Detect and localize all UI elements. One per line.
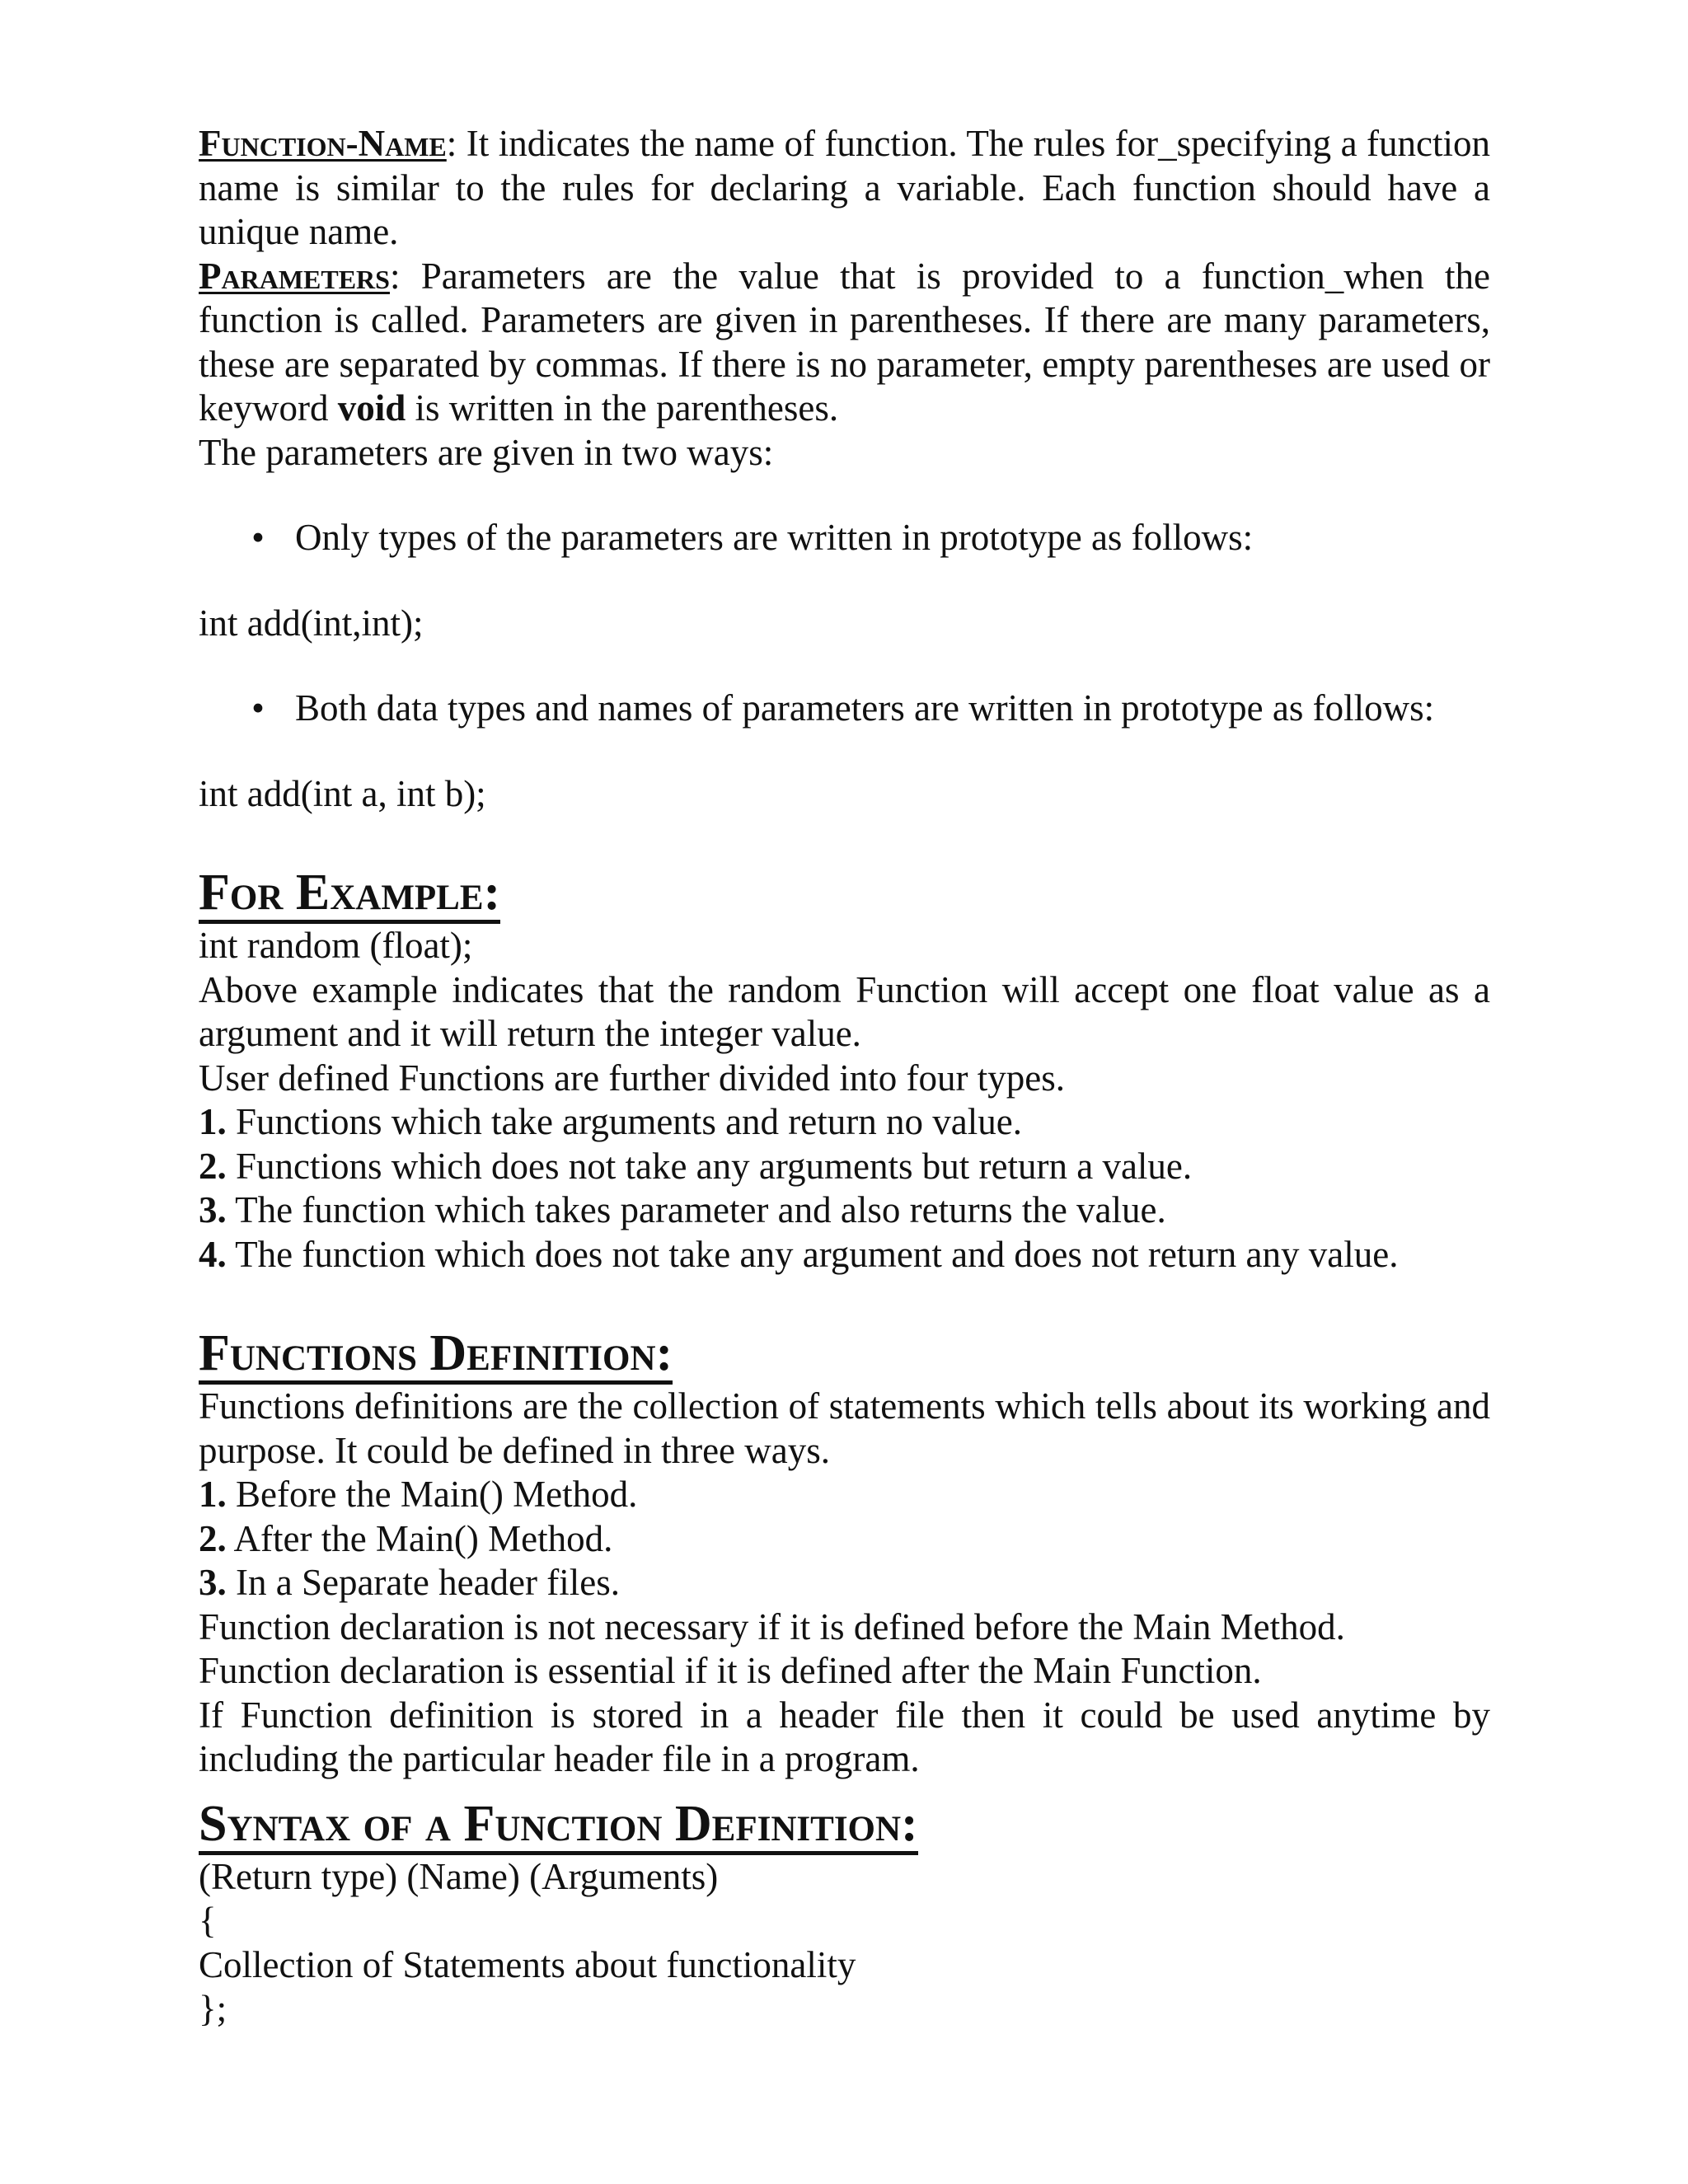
code-example-types-only: int add(int,int); [199,602,424,644]
list-item: 2. Functions which does not take any arguments but return a value. [199,1145,1193,1187]
list-item: 3. The function which takes parameter and also returns the value. [199,1189,1166,1230]
page-content [199,122,1490,2032]
for-example-heading: For Example: [199,865,500,924]
syntax-line-3: Collection of Statements about functionality [199,1943,856,1985]
list-item: 2. After the Main() Method. [199,1517,613,1559]
bullet-text: Both data types and names of parameters are written in prototype as follows: [295,687,1435,729]
definition-note-2: Function declaration is essential if it is defined after the Main Function. [199,1650,1262,1691]
void-keyword: void [337,387,406,429]
list-item [199,516,1490,560]
syntax-line-1: (Return type) (Name) (Arguments) [199,1855,719,1897]
syntax-line-2: { [199,1900,217,1941]
list-item: 1. Functions which take arguments and return no value. [199,1101,1022,1142]
definition-note-3: If Function definition is stored in a header file then it could be used anytime by including the particular header file in a program. [199,1694,1490,1779]
code-example-types-and-names: int add(int a, int b); [199,772,486,814]
bullet-icon: • [251,517,265,558]
for-example-code: int random (float); [199,925,473,966]
functions-definition-intro: Functions definitions are the collection of statements which tells about its working and purpose. It could be defined in three ways. [199,1385,1490,1471]
parameters-ways-intro: The parameters are given in two ways: [199,431,774,473]
function-name-term: Function-Name [199,123,447,164]
list-item: 4. The function which does not take any argument and does not return any value. [199,1233,1399,1275]
parameters-bullet-list-1 [199,516,1490,560]
parameters-term: Parameters [199,255,390,297]
list-item: 1. Before the Main() Method. [199,1474,638,1515]
parameters-text-after: is written in the parentheses. [406,387,839,429]
function-name-text: : It indicates the name of function. The rules for_specifying a function name is similar to the rules for declaring a variable. Each function should have a unique name. [199,123,1490,252]
for-example-explanation: Above example indicates that the random Function will accept one float value as a argument and it will return the integer value. [199,968,1490,1054]
list-item [199,687,1490,731]
parameters-text-before: : Parameters are the value that is provided to a function_when the function is called. Parameters are given in parentheses. If there are many parameters, these are separated by commas. If there is no parameter, empty parentheses are used or keyword [199,255,1490,429]
function-types-intro: User defined Functions are further divided into four types. [199,1057,1065,1099]
list-item: 3. In a Separate header files. [199,1562,620,1603]
syntax-heading: Syntax of a Function Definition: [199,1797,918,1855]
function-name-paragraph [199,122,1490,255]
parameters-paragraph [199,255,1490,431]
functions-definition-heading: Functions Definition: [199,1326,673,1385]
parameters-bullet-list-2 [199,687,1490,731]
syntax-line-4: }; [199,1988,227,2029]
bullet-icon: • [251,687,265,729]
definition-note-1: Function declaration is not necessary if it is defined before the Main Method. [199,1605,1345,1647]
bullet-text: Only types of the parameters are written in prototype as follows: [295,517,1254,558]
